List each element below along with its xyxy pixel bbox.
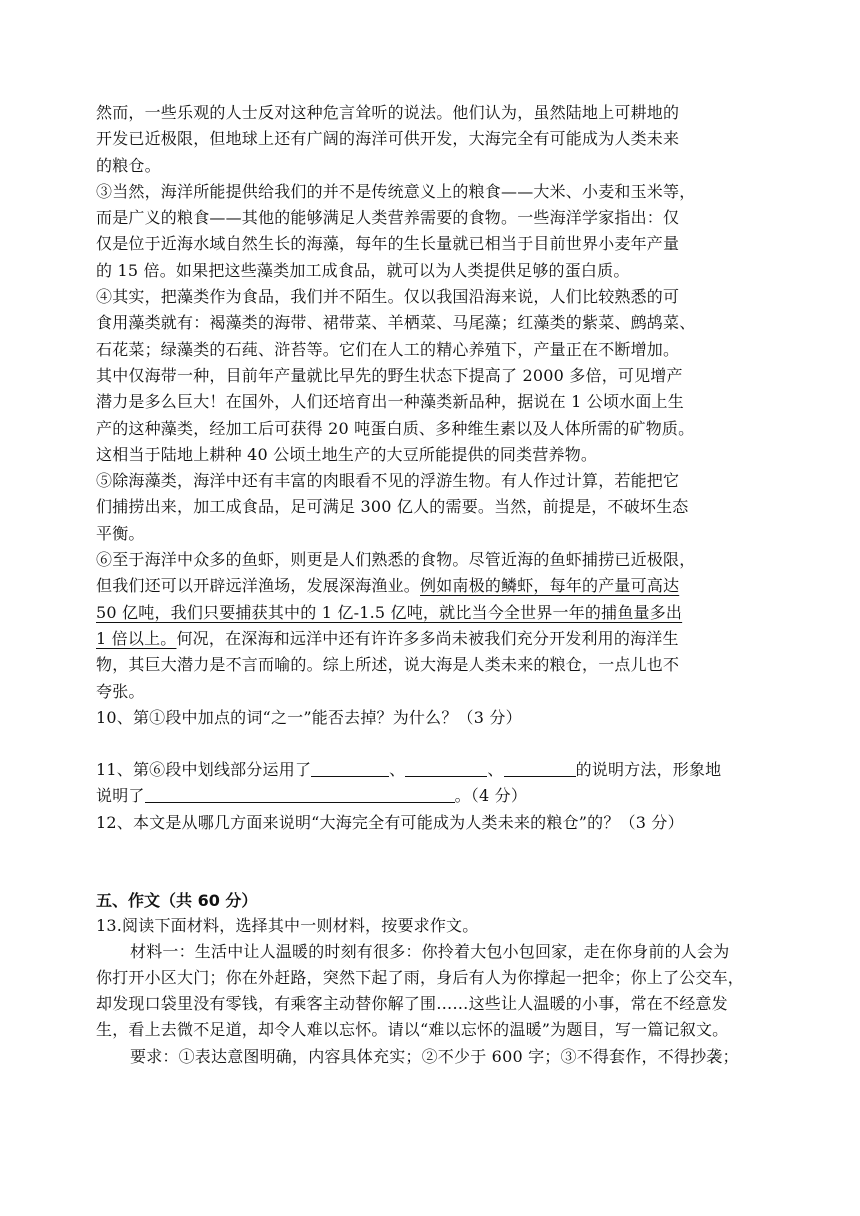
separator: 、 xyxy=(487,760,504,780)
plain-text: 何况，在深海和远洋中还有许许多多尚未被我们充分开发利用的海洋生 xyxy=(176,628,679,648)
paragraph-6-line xyxy=(96,600,772,626)
question-12: 12、本文是从哪几方面来说明“大海完全有可能成为人类未来的粮仓”的？（3 分） xyxy=(96,812,684,832)
paragraph-3-line: 的 15 倍。如果把这些藻类加工成食品，就可以为人类提供足够的蛋白质。 xyxy=(96,260,630,280)
question-11-text: 说明了 xyxy=(96,786,145,806)
question-11-text: 的说明方法，形象地 xyxy=(575,760,722,780)
material-line: 却发现口袋里没有零钱，有乘客主动替你解了围……这些让人温暖的小事，常在不经意发 xyxy=(96,994,728,1014)
paragraph-6-line: 夸张。 xyxy=(96,681,145,701)
material-line: 生，看上去微不足道，却令人难以忘怀。请以“难以忘怀的温暖”为题目，写一篇记叙文。 xyxy=(96,1020,729,1040)
paragraph-4-line: 这相当于陆地上耕种 40 公顷土地生产的大豆所能提供的同类营养物。 xyxy=(96,444,598,464)
answer-blank[interactable] xyxy=(311,758,389,777)
paragraph-6-line xyxy=(96,573,772,599)
passage-line: 然而，一些乐观的人士反对这种危言耸听的说法。他们认为，虽然陆地上可耕地的 xyxy=(96,103,680,122)
paragraph-5-line: 们捕捞出来，加工成食品，足可满足 300 亿人的需要。当然，前提是，不破坏生态 xyxy=(96,497,689,517)
paragraph-3-line: 仅是位于近海水域自然生长的海藻，每年的生长量就已相当于目前世界小麦年产量 xyxy=(96,234,680,254)
answer-blank[interactable] xyxy=(405,758,487,777)
paragraph-6-line xyxy=(96,626,772,652)
underlined-text: 例如南极的鳞虾，每年的产量可高达 xyxy=(420,576,680,596)
requirements-line: 要求：①表达意图明确，内容具体充实；②不少于 600 字；③不得套作，不得抄袭； xyxy=(130,1046,739,1066)
section-heading: 五、作文（共 60 分） xyxy=(96,891,258,911)
underlined-text: 50 亿吨，我们只要捕获其中的 1 亿-1.5 亿吨，就比当今全世界一年的捕鱼量多出 xyxy=(96,602,683,622)
paragraph-4-line: ④其实，把藻类作为食品，我们并不陌生。仅以我国沿海来说，人们比较熟悉的可 xyxy=(96,287,680,307)
answer-space xyxy=(96,836,772,888)
separator: 、 xyxy=(389,760,406,780)
question-11-text: 。（4 分） xyxy=(454,786,528,806)
question-11-text: 11、第⑥段中划线部分运用了 xyxy=(96,760,312,780)
paragraph-6-line: 物，其巨大潜力是不言而喻的。综上所述，说大海是人类未来的粮仓，一点儿也不 xyxy=(96,655,680,675)
passage-line: 开发已近极限，但地球上还有广阔的海洋可供开发，大海完全有可能成为人类未来 xyxy=(96,129,680,149)
material-line: 你打开小区大门；你在外赶路，突然下起了雨，身后有人为你撑起一把伞；你上了公交车， xyxy=(96,967,745,987)
paragraph-6-line: ⑥至于海洋中众多的鱼虾，则更是人们熟悉的食物。尽管近海的鱼虾捕捞已近极限， xyxy=(96,550,696,570)
plain-text: 但我们还可以开辟远洋渔场，发展深海渔业。 xyxy=(96,576,421,596)
material-line: 材料一：生活中让人温暖的时刻有很多：你拎着大包小包回家，走在你身前的人会为 xyxy=(130,941,730,961)
answer-blank[interactable] xyxy=(145,784,455,803)
question-11-line-1 xyxy=(96,757,772,783)
paragraph-4-line: 其中仅海带一种，目前年产量就比早先的野生状态下提高了 2000 多倍，可见增产 xyxy=(96,365,683,385)
paragraph-5-line: 平衡。 xyxy=(96,523,145,543)
paragraph-3-line: 而是广义的粮食——其他的能够满足人类营养需要的食物。一些海洋学家指出：仅 xyxy=(96,208,680,228)
passage-line: 的粮仓。 xyxy=(96,155,161,175)
paragraph-4-line: 产的这种藻类，经加工后可获得 20 吨蛋白质、多种维生素以及人体所需的矿物质。 xyxy=(96,418,695,438)
question-13: 13.阅读下面材料，选择其中一则材料，按要求作文。 xyxy=(96,916,479,936)
paragraph-5-line: ⑤除海藻类，海洋中还有丰富的肉眼看不见的浮游生物。有人作过计算，若能把它 xyxy=(96,471,680,491)
underlined-text: 1 倍以上。 xyxy=(96,628,177,648)
paragraph-3-line: ③当然，海洋所能提供给我们的并不是传统意义上的粮食——大米、小麦和玉米等， xyxy=(96,181,696,201)
answer-blank[interactable] xyxy=(504,758,576,777)
exam-page xyxy=(96,100,772,1070)
paragraph-4-line: 食用藻类就有：褐藻类的海带、裙带菜、羊栖菜、马尾藻；红藻类的紫菜、鹧鸪菜、 xyxy=(96,313,696,333)
paragraph-4-line: 石花菜；绿藻类的石莼、浒苔等。它们在人工的精心养殖下，产量正在不断增加。 xyxy=(96,339,680,359)
question-10: 10、第①段中加点的词“之一”能否去掉？为什么？（3 分） xyxy=(96,707,522,727)
answer-space xyxy=(96,731,772,757)
paragraph-4-line: 潜力是多么巨大！在国外，人们还培育出一种藻类新品种，据说在 1 公顷水面上生 xyxy=(96,392,684,412)
question-11-line-2 xyxy=(96,783,772,809)
